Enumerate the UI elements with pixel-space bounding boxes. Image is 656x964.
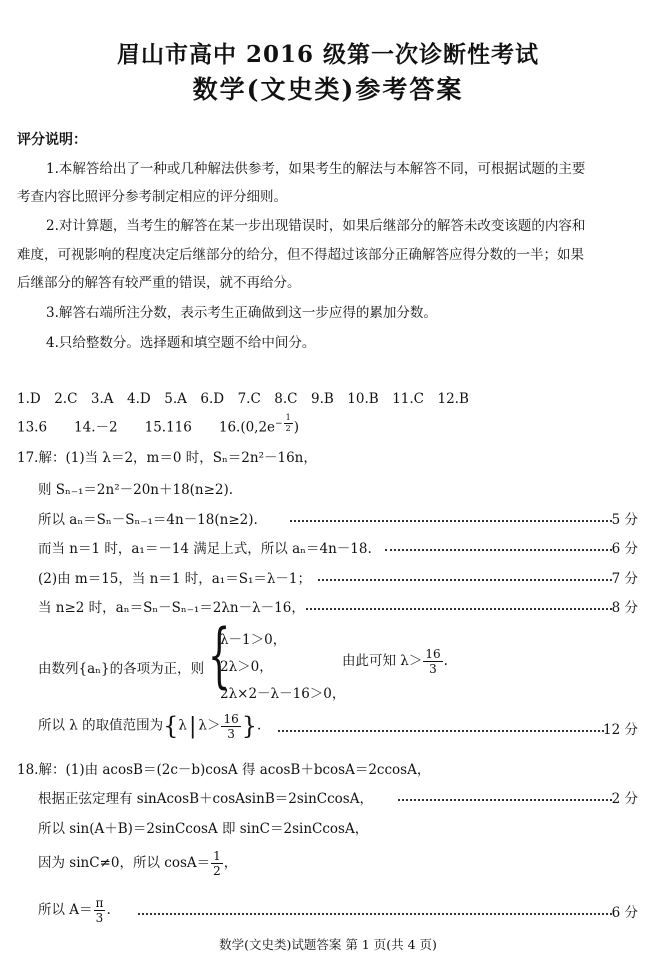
page-footer: 数学(文史类)试题答案 第 1 页(共 4 页)	[219, 937, 437, 952]
angle-frac-den: 3	[95, 911, 104, 925]
grading-notes-heading: 评分说明：	[17, 132, 87, 148]
q17-line-1: 17.解：(1)当 λ＝2，m＝0 时，Sₙ＝2n²－16n，	[17, 450, 317, 466]
score-2: 2 分	[611, 791, 638, 807]
leader-dots	[385, 549, 612, 551]
q17-conclusion	[342, 648, 448, 675]
conclusion-text: 由此可知 λ＞	[342, 653, 423, 669]
range-frac-num: 16	[223, 711, 239, 726]
exam-title: 眉山市高中 2016 级第一次诊断性考试	[116, 41, 540, 68]
note-3: 3.解答右端所注分数，表示考生正确做到这一步应得的累加分数。	[46, 305, 437, 321]
frac-den: 3	[429, 662, 437, 676]
exam-subtitle: 数学(文史类)参考答案	[192, 75, 464, 104]
range-var: λ	[178, 717, 187, 734]
angle-frac-num: π	[95, 896, 104, 910]
frac-num: 16	[425, 647, 441, 661]
leader-dots	[398, 799, 612, 801]
q17-line-6: 当 n≥2 时，aₙ＝Sₙ－Sₙ₋₁＝2λn－λ－16，	[38, 600, 305, 616]
fill-answers-close: )	[293, 419, 299, 436]
q18-line-5-end: .	[106, 902, 111, 918]
fill-exp-den: 2	[285, 424, 291, 433]
q18-line-4-end: ，	[223, 855, 238, 871]
leader-dots	[306, 608, 612, 610]
score-7: 7 分	[611, 571, 638, 587]
q18-line-3: 所以 sin(A＋B)＝2sinCcosA 即 sinC＝2sinCcosA，	[38, 821, 369, 837]
q17-system-lead: 由数列{aₙ}的各项为正，则	[38, 661, 205, 677]
fill-answers-text: 13.6 14.－2 15.116 16.(0,2e	[17, 419, 276, 436]
leader-dots	[278, 730, 604, 732]
range-cond: λ＞	[198, 717, 221, 734]
note-2-line-2: 难度，可视影响的程度决定后继部分的给分，但不得超过该部分正确解答应得分数的一半；如果	[17, 247, 584, 263]
note-2-line-1: 2.对计算题，当考生的解答在某一步出现错误时，如果后继部分的解答未改变该题的内容和	[46, 218, 586, 234]
q18-line-1: 18.解：(1)由 acosB＝(2c－b)cosA 得 acosB＋bcosA＝2ccosA，	[17, 762, 431, 778]
cos-frac-num: 1	[213, 849, 221, 863]
q17-range: 所以 λ 的取值范围为{λ| λ＞ $\frac{16}{3}$ }.	[38, 711, 262, 741]
q17-line-2: 则 Sₙ₋₁＝2n²－20n＋18(n≥2).	[38, 482, 234, 498]
score-12: 12 分	[603, 722, 638, 738]
q18-line-5	[38, 897, 111, 924]
leader-dots	[290, 520, 612, 522]
q18-line-4	[38, 850, 237, 877]
range-lead: 所以 λ 的取值范围为	[38, 717, 164, 734]
score-8: 8 分	[611, 600, 638, 616]
note-1-line-2: 考查内容比照评分参考制定相应的评分细则。	[17, 189, 287, 205]
q18-line-4-text: 因为 sinC≠0，所以 cosA＝	[38, 855, 211, 871]
system-eq-3: 2λ×2－λ－16＞0，	[220, 686, 346, 702]
choice-answers: 1.D 2.C 3.A 4.D 5.A 6.D 7.C 8.C 9.B 10.B 11.C 12.B	[17, 391, 469, 407]
note-4: 4.只给整数分。选择题和填空题不给中间分。	[46, 335, 316, 351]
system-eq-2: 2λ＞0，	[220, 659, 273, 675]
q18-line-2: 根据正弦定理有 sinAcosB＋cosAsinB＝2sinCcosA，	[38, 791, 373, 807]
leader-dots	[138, 913, 612, 915]
system-brace: {	[208, 614, 231, 696]
fill-answers: 13.6 14.－2 15.116 $16.(0,2e^{- \frac{1}{2}}$ )	[17, 413, 299, 436]
score-5: 5 分	[611, 512, 638, 528]
conclusion-end: .	[443, 653, 448, 669]
range-frac-den: 3	[227, 726, 235, 741]
q17-line-3: 所以 aₙ＝Sₙ－Sₙ₋₁＝4n－18(n≥2).	[38, 512, 258, 528]
leader-dots	[318, 579, 612, 581]
q17-line-5: (2)由 m＝15，当 n＝1 时，a₁＝S₁＝λ－1；	[38, 571, 312, 587]
range-end: .	[257, 717, 262, 734]
fill-exp-num: 1	[285, 413, 291, 422]
system-eq-1: λ－1＞0，	[220, 632, 287, 648]
score-6: 6 分	[611, 541, 638, 557]
q18-line-5-text: 所以 A＝	[38, 902, 93, 918]
note-1-line-1: 1.本解答给出了一种或几种解法供参考，如果考生的解法与本解答不同，可根据试题的主要	[46, 161, 586, 177]
cos-frac-den: 2	[213, 864, 221, 878]
q17-line-4: 而当 n＝1 时，a₁＝－14 满足上式，所以 aₙ＝4n－18.	[38, 541, 372, 557]
note-2-line-3: 后继部分的解答有较严重的错误，就不再给分。	[17, 275, 301, 291]
score-6b: 6 分	[611, 905, 638, 921]
